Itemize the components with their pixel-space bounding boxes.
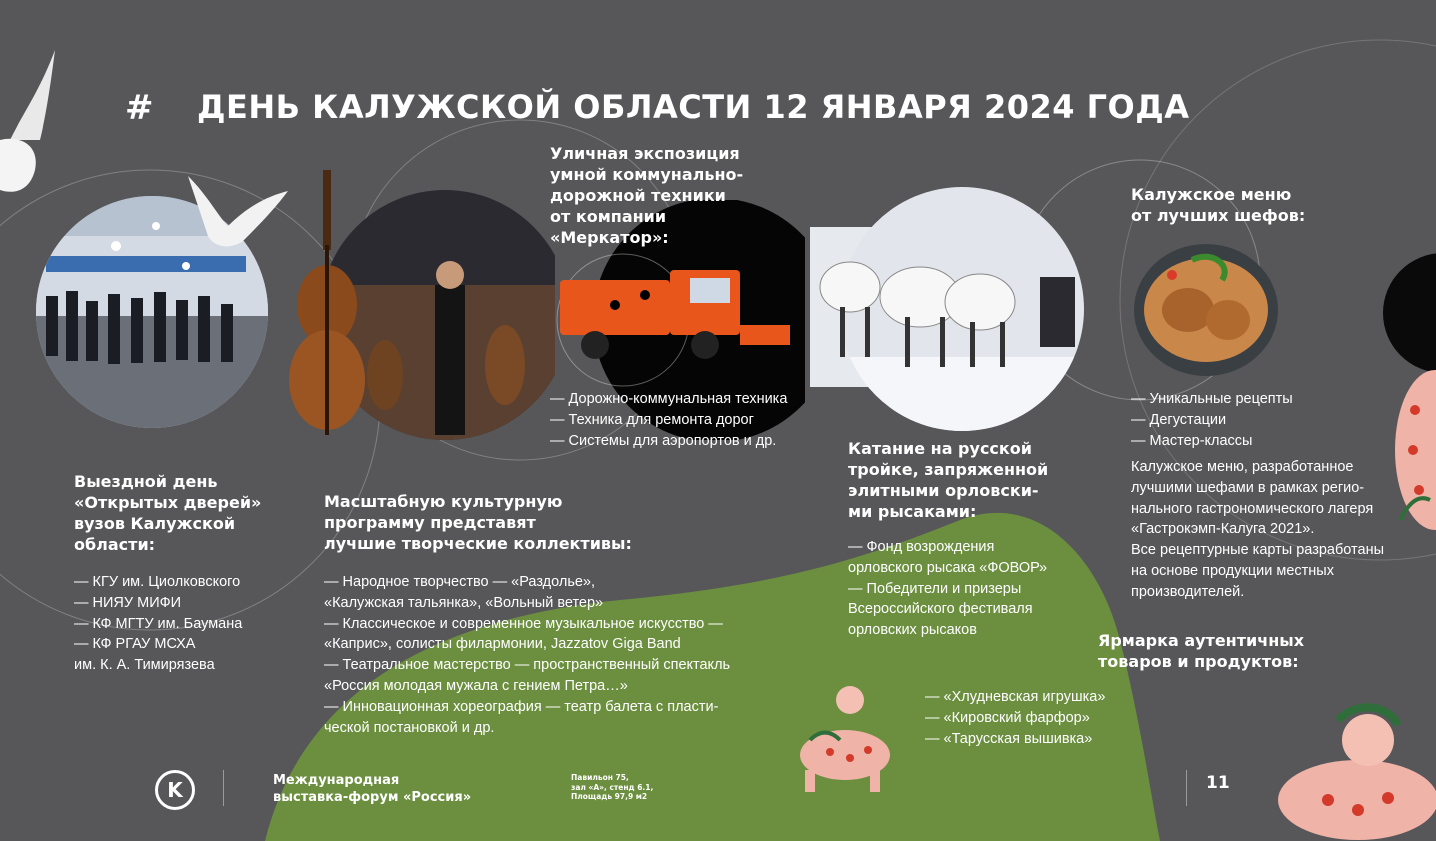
logo-icon: K (155, 770, 195, 810)
universities-heading (74, 471, 261, 555)
footer-divider (223, 770, 224, 806)
troika-list (848, 537, 1047, 641)
heading-line: дорожной техники (550, 186, 726, 205)
page-title: ДЕНЬ КАЛУЖСКОЙ ОБЛАСТИ 12 ЯНВАРЯ 2024 ГОДА (197, 88, 1190, 126)
heading-line: Выездной день (74, 472, 218, 491)
heading-line: товаров и продуктов: (1098, 652, 1299, 671)
list-item: — Дегустации (1131, 411, 1227, 428)
list-item: — Театральное мастерство — пространственный спектакль (324, 657, 731, 674)
list-item: «Калужская тальянка», «Вольный ветер» (324, 594, 604, 611)
heading-line: Ярмарка аутентичных (1098, 631, 1305, 650)
heading-line: элитными орловски- (848, 481, 1039, 500)
footer-event-line: выставка-форум «Россия» (273, 790, 472, 805)
list-item: ческой постановкой и др. (324, 719, 495, 736)
menu-list (1131, 389, 1293, 451)
toy-figurine-icon (790, 680, 900, 795)
footer-divider (1186, 770, 1187, 806)
heading-line: тройке, запряженной (848, 460, 1049, 479)
list-item: орловского рысака «ФОВОР» (848, 559, 1048, 576)
list-item: — Системы для аэропортов и др. (550, 432, 777, 449)
dove-icon (178, 166, 290, 256)
heading-line: области: (74, 535, 156, 554)
paragraph-line: Калужское меню, разработанное (1131, 459, 1354, 475)
list-item: Всероссийского фестиваля (848, 601, 1033, 618)
list-item: орловских рысаков (848, 622, 977, 639)
footer-event-line: Международная (273, 773, 400, 788)
list-item: «Россия молодая мужала с гением Петра…» (324, 677, 628, 694)
list-item: — КФ МГТУ им. Баумана (74, 615, 243, 632)
list-item: — «Тарусская вышивка» (925, 730, 1093, 747)
heading-line: лучшие творческие коллективы: (324, 534, 632, 553)
troika-heading (848, 438, 1048, 522)
footer-location-line: Площадь 97,9 м2 (571, 792, 648, 801)
heading-line: Калужское меню (1131, 185, 1292, 204)
heading-line: умной коммунально- (550, 165, 744, 184)
list-item: — Инновационная хореография — театр балета с пласти- (324, 698, 719, 715)
culture-list (324, 572, 730, 738)
heading-line: программу представят (324, 513, 536, 532)
list-item: — Победители и призеры (848, 580, 1022, 597)
list-item: «Каприс», солисты филармонии, Jazzatov Giga Band (324, 636, 681, 653)
fair-heading (1098, 630, 1304, 672)
heading-line: от компании (550, 207, 667, 226)
heading-line: Уличная экспозиция (550, 144, 740, 163)
heading-line: Масштабную культурную (324, 492, 563, 511)
list-item: — Дорожно-коммунальная техника (550, 391, 788, 407)
heading-line: от лучших шефов: (1131, 206, 1306, 225)
heading-line: «Открытых дверей» (74, 493, 262, 512)
list-item: — «Кировский фарфор» (925, 709, 1090, 726)
list-item: — Народное творчество — «Раздолье», (324, 574, 596, 590)
list-item: — Классическое и современное музыкальное искусство — (324, 615, 723, 632)
toy-figurine-icon (1385, 350, 1436, 530)
menu-heading (1131, 184, 1305, 226)
heading-line: Катание на русской (848, 439, 1032, 458)
fair-list (925, 687, 1105, 749)
list-item: — НИЯУ МИФИ (74, 594, 182, 611)
dove-icon (0, 50, 70, 200)
toy-figurine-icon (1268, 700, 1436, 841)
title-hash: # (125, 88, 155, 128)
paragraph-line: лучшими шефами в рамках регио- (1131, 479, 1365, 496)
orchestra-photo (285, 165, 555, 445)
machinery-list (550, 389, 787, 451)
heading-line: вузов Калужской (74, 514, 236, 533)
footer-event (273, 772, 471, 806)
footer-location-line: Павильон 75, (571, 773, 629, 782)
heading-line: «Меркатор»: (550, 228, 669, 247)
list-item: — Мастер-классы (1131, 432, 1253, 449)
paragraph-line: производителей. (1131, 583, 1245, 600)
footer-location-line: зал «А», стенд 6.1, (571, 782, 654, 792)
menu-paragraph (1131, 457, 1384, 603)
list-item: — КФ РГАУ МСХА (74, 636, 196, 653)
culture-heading (324, 491, 632, 554)
paragraph-line: Все рецептурные карты разработаны (1131, 542, 1385, 559)
paragraph-line: на основе продукции местных (1131, 562, 1334, 579)
list-item: — Фонд возрождения (848, 539, 995, 555)
page-number: 11 (1206, 773, 1230, 793)
machinery-heading (550, 143, 743, 248)
food-photo (1132, 240, 1280, 380)
paragraph-line: «Гастрокэмп-Калуга 2021». (1131, 521, 1315, 538)
troika-photo (810, 187, 1085, 431)
list-item: им. К. А. Тимирязева (74, 657, 215, 674)
list-item: — «Хлудневская игрушка» (925, 689, 1106, 705)
heading-line: ми рысаками: (848, 502, 977, 521)
list-item: — Уникальные рецепты (1131, 391, 1293, 407)
footer-location (571, 773, 653, 802)
universities-list (74, 572, 242, 676)
list-item: — Техника для ремонта дорог (550, 411, 754, 428)
paragraph-line: нального гастрономического лагеря (1131, 500, 1374, 517)
list-item: — КГУ им. Циолковского (74, 574, 241, 590)
